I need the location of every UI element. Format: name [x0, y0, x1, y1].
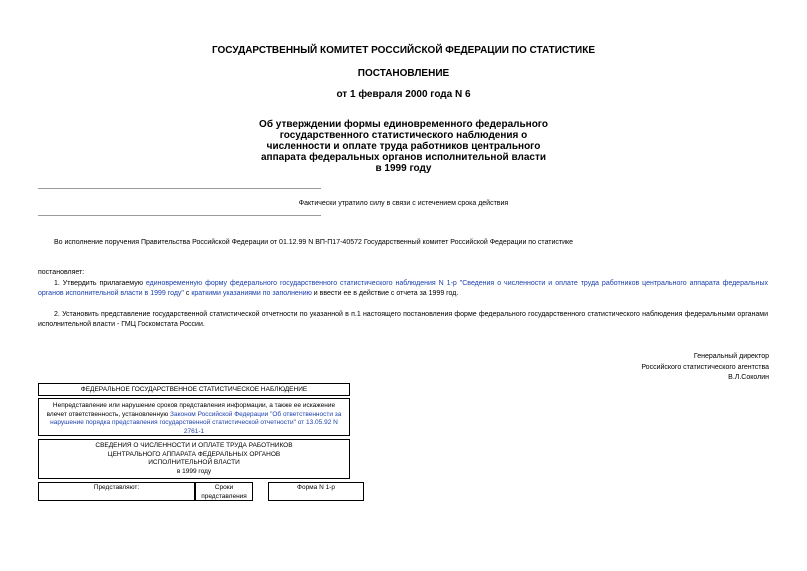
document-subject — [230, 119, 577, 174]
form-warning-box — [38, 398, 350, 436]
divider-top — [38, 188, 321, 189]
law-link[interactable]: Законом Российской Федерации "Об ответственности за нарушение порядка представления государственной статистической отчетности" от 13.05.92 N 2761-1 — [50, 410, 342, 435]
form-title-line: в 1999 году — [176, 467, 212, 475]
form-link[interactable]: единовременную форму федерального государственного статистического наблюдения N 1-р "Сведения о численности и оплате труда работников центрального аппарата федеральных органов исполнительной власти в 1999 году" — [38, 280, 768, 297]
divider-bottom — [38, 215, 321, 216]
subject-line: Об утверждении формы единовременного федерального — [259, 119, 548, 130]
form-submit-label: Представляют: — [93, 484, 140, 491]
document-type: ПОСТАНОВЛЕНИЕ — [357, 68, 450, 79]
form-header-text: ФЕДЕРАЛЬНОЕ ГОСУДАРСТВЕННОЕ СТАТИСТИЧЕСКОЕ НАБЛЮДЕНИЕ — [80, 386, 308, 393]
form-submit-cell — [38, 482, 195, 501]
subject-line: государственного статистического наблюдения о — [279, 130, 528, 141]
status-note: Фактически утратило силу в связи с истечением срока действия — [298, 200, 509, 207]
instructions-link[interactable]: краткими указаниями по заполнению — [191, 290, 312, 297]
subject-line: в 1999 году — [375, 163, 432, 174]
form-warning-text: Непредставление или нарушение сроков представления информации, а также ее искажение влечет ответственность, установленную — [46, 402, 336, 418]
form-deadline-cell — [195, 482, 253, 501]
item-1-prefix: 1. Утвердить прилагаемую — [54, 280, 146, 287]
form-title-box — [38, 439, 350, 479]
form-number-cell — [268, 482, 364, 501]
subject-line: аппарата федеральных органов исполнительной власти — [260, 152, 547, 163]
subject-line: численности и оплате труда работников центрального — [266, 141, 541, 152]
item-2-paragraph: 2. Установить представление государственной статистической отчетности по указанной в п.1 настоящего постановления форме федерального государственного статистического наблюдения федеральными органами исполнительной власти - ГМЦ Госкомстата России. — [38, 311, 768, 328]
intro-paragraph: Во исполнение поручения Правительства Российской Федерации от 01.12.99 N ВП-П17-40572 Государственный комитет Российской Федерации по статистике — [54, 239, 574, 246]
resolves-label: постановляет: — [38, 269, 85, 276]
document-date-number: от 1 февраля 2000 года N 6 — [336, 89, 471, 100]
committee-title: ГОСУДАРСТВЕННЫЙ КОМИТЕТ РОССИЙСКОЙ ФЕДЕРАЦИИ ПО СТАТИСТИКЕ — [211, 45, 596, 56]
form-title-line: ЦЕНТРАЛЬНОГО АППАРАТА ФЕДЕРАЛЬНЫХ ОРГАНОВ — [107, 450, 281, 458]
signature-position-2: Российского статистического агентства — [641, 363, 769, 371]
form-number-label: Форма N 1-р — [297, 484, 335, 491]
form-deadline-label: Сроки представления — [201, 484, 247, 500]
form-title-line: СВЕДЕНИЯ О ЧИСЛЕННОСТИ И ОПЛАТЕ ТРУДА РАБОТНИКОВ — [95, 442, 293, 449]
form-header-box — [38, 383, 350, 396]
item-1-suffix: и ввести ее в действие с отчета за 1999 год. — [311, 290, 459, 297]
item-1-paragraph — [38, 279, 768, 299]
signature-block — [519, 352, 769, 384]
form-title-line: ИСПОЛНИТЕЛЬНОЙ ВЛАСТИ — [148, 459, 240, 466]
item-1-mid: с — [183, 290, 192, 297]
signature-position-1: Генеральный директор — [693, 353, 769, 360]
signature-name: В.Л.Соколин — [728, 374, 769, 381]
